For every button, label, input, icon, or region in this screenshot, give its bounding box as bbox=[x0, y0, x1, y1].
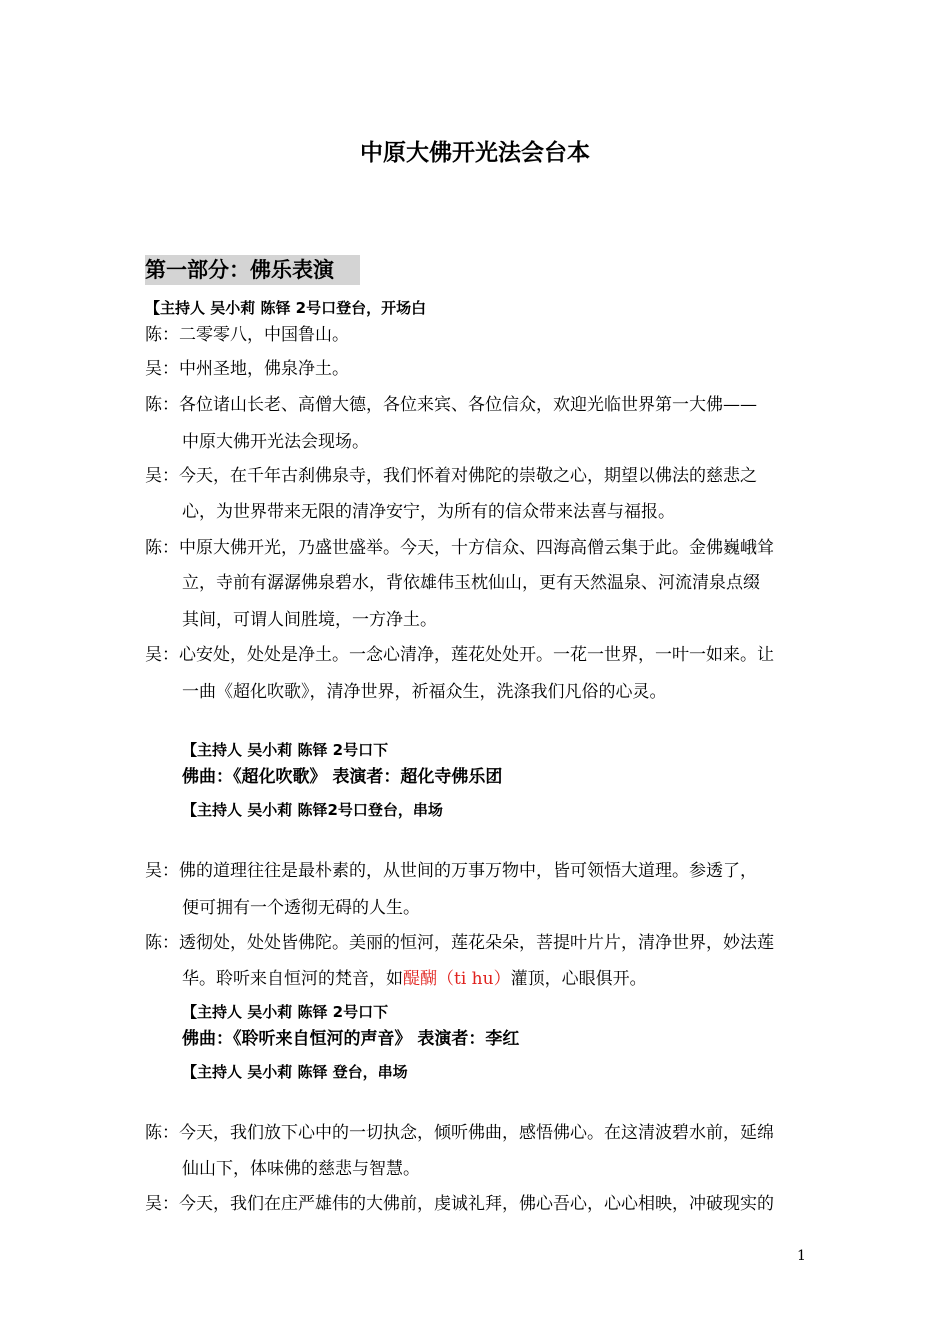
dialogue-text: 华。聆听来自恒河的梵音，如 bbox=[182, 969, 403, 989]
stage-direction: 【主持人 吴小莉 陈铎 2号口下 bbox=[182, 741, 389, 759]
stage-direction: 【主持人 吴小莉 陈铎 登台，串场 bbox=[182, 1063, 408, 1081]
dialogue-line: 陈：中原大佛开光，乃盛世盛举。今天，十方信众、四海高僧云集于此。金佛巍峨耸 bbox=[145, 538, 774, 558]
dialogue-line: 吴：今天，在千年古刹佛泉寺，我们怀着对佛陀的崇敬之心，期望以佛法的慈悲之 bbox=[145, 466, 757, 486]
stage-direction: 【主持人 吴小莉 陈铎2号口登台，串场 bbox=[182, 801, 443, 819]
dialogue-line: 吴：心安处，处处是净土。一念心清净，莲花处处开。一花一世界，一叶一如来。让 bbox=[145, 645, 774, 665]
dialogue-line: 立，寺前有潺潺佛泉碧水，背依雄伟玉枕仙山，更有天然温泉、河流清泉点缀 bbox=[182, 573, 760, 593]
dialogue-line: 其间，可谓人间胜境，一方净土。 bbox=[182, 610, 437, 630]
performance-line: 佛曲：《超化吹歌》 表演者：超化寺佛乐团 bbox=[182, 767, 503, 787]
dialogue-line: 吴：中州圣地，佛泉净土。 bbox=[145, 359, 349, 379]
dialogue-line: 陈：今天，我们放下心中的一切执念，倾听佛曲，感悟佛心。在这清波碧水前，延绵 bbox=[145, 1123, 774, 1143]
performance-line: 佛曲：《聆听来自恒河的声音》 表演者：李红 bbox=[182, 1029, 520, 1049]
document-title: 中原大佛开光法会台本 bbox=[360, 140, 590, 166]
dialogue-line: 中原大佛开光法会现场。 bbox=[182, 432, 369, 452]
dialogue-line: 陈：透彻处，处处皆佛陀。美丽的恒河，莲花朵朵，菩提叶片片，清净世界，妙法莲 bbox=[145, 933, 774, 953]
dialogue-line: 一曲《超化吹歌》，清净世界，祈福众生，洗涤我们凡俗的心灵。 bbox=[182, 682, 667, 702]
dialogue-line: 陈：各位诸山长老、高僧大德，各位来宾、各位信众，欢迎光临世界第一大佛—— bbox=[145, 395, 757, 415]
dialogue-line: 吴：今天，我们在庄严雄伟的大佛前，虔诚礼拜，佛心吾心，心心相映，冲破现实的 bbox=[145, 1194, 774, 1214]
dialogue-line: 便可拥有一个透彻无碍的人生。 bbox=[182, 898, 420, 918]
dialogue-line: 吴：佛的道理往往是最朴素的，从世间的万事万物中，皆可领悟大道理。参透了， bbox=[145, 861, 757, 881]
pronunciation-note: 醍醐（ti hu） bbox=[403, 969, 511, 989]
stage-direction: 【主持人 吴小莉 陈铎 2号口下 bbox=[182, 1003, 389, 1021]
dialogue-line: 仙山下，体味佛的慈悲与智慧。 bbox=[182, 1159, 420, 1179]
stage-direction: 【主持人 吴小莉 陈铎 2号口登台，开场白 bbox=[145, 299, 427, 317]
page-number: 1 bbox=[797, 1248, 806, 1264]
dialogue-line: 心，为世界带来无限的清净安宁，为所有的信众带来法喜与福报。 bbox=[182, 502, 675, 522]
dialogue-line bbox=[182, 964, 647, 989]
dialogue-line: 陈：二零零八，中国鲁山。 bbox=[145, 325, 349, 345]
section-heading: 第一部分：佛乐表演 bbox=[145, 255, 360, 285]
dialogue-text: 灌顶，心眼俱开。 bbox=[510, 969, 647, 989]
